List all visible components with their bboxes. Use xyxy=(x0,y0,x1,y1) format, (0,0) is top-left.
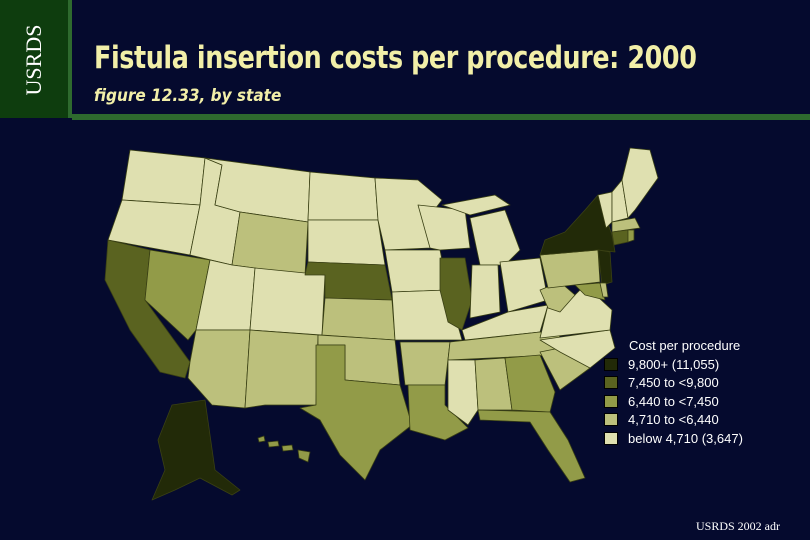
state-iowa xyxy=(385,250,448,292)
legend-item xyxy=(604,355,743,374)
state-rhode-island xyxy=(628,230,634,242)
state-pennsylvania xyxy=(540,250,600,288)
legend-item xyxy=(604,429,743,448)
state-indiana xyxy=(470,265,500,318)
state-wyoming xyxy=(232,212,308,275)
state-connecticut xyxy=(612,230,628,245)
state-colorado xyxy=(250,268,325,335)
legend-title: Cost per procedure xyxy=(629,338,741,353)
page-subtitle: figure 12.33, by state xyxy=(94,86,282,106)
state-arkansas xyxy=(400,342,450,385)
state-michigan xyxy=(470,210,520,265)
legend xyxy=(604,337,743,448)
state-arizona xyxy=(188,330,250,408)
legend-swatch xyxy=(604,395,618,408)
legend-swatch xyxy=(604,376,618,389)
state-kansas xyxy=(322,298,395,340)
state-new-mexico xyxy=(245,330,318,408)
legend-item xyxy=(604,411,743,430)
legend-label: 6,440 to <7,450 xyxy=(628,393,719,409)
legend-swatch xyxy=(604,413,618,426)
state-florida xyxy=(478,410,585,482)
legend-swatch xyxy=(604,432,618,445)
legend-label: 4,710 to <6,440 xyxy=(628,412,719,428)
footer-source: USRDS 2002 adr xyxy=(695,519,780,533)
state-south-dakota xyxy=(308,220,385,265)
state-ohio xyxy=(500,258,548,312)
legend-item xyxy=(604,374,743,393)
legend-item xyxy=(604,392,743,411)
state-maine xyxy=(622,148,658,218)
page-title: Fistula insertion costs per procedure: 2000 xyxy=(94,40,697,76)
state-hawaii xyxy=(258,436,310,462)
legend-label: 7,450 to <9,800 xyxy=(628,375,719,391)
state-washington xyxy=(122,150,205,205)
legend-label: 9,800+ (11,055) xyxy=(628,356,720,372)
state-north-dakota xyxy=(308,172,378,220)
state-alaska xyxy=(152,400,240,500)
side-label: USRDS xyxy=(21,24,46,96)
legend-swatch xyxy=(604,358,618,371)
legend-label: below 4,710 (3,647) xyxy=(628,430,743,446)
